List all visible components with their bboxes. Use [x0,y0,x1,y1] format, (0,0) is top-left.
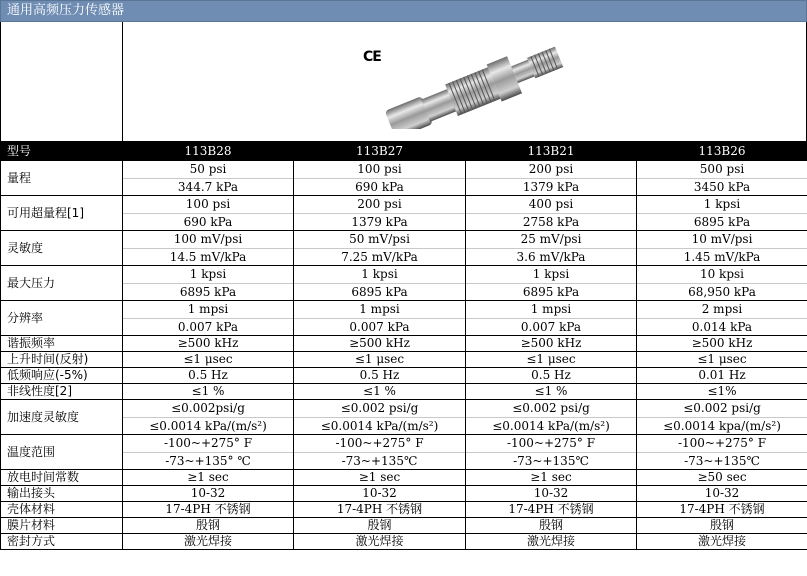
spec-cell [637,368,807,384]
spec-value: 6895 kPa [351,284,408,299]
spec-value: 1379 kPa [522,179,580,194]
spec-cell [466,161,637,196]
spec-value: 500 psi [637,161,807,179]
header-model: 113B21 [466,142,637,161]
spec-cell [466,502,637,518]
spec-value: 690 kPa [355,179,404,194]
spec-value: 25 mV/psi [466,231,636,249]
spec-cell [294,231,466,266]
spec-cell [637,352,807,368]
spec-value: 17-4PH 不锈钢 [679,502,765,516]
spec-value: ≤1 μsec [183,352,233,366]
spec-cell [294,336,466,352]
spec-value: ≤1 % [363,384,396,398]
spec-cell [294,266,466,301]
spec-value: 1 mpsi [123,301,293,319]
spec-value: 10 kpsi [637,266,807,284]
spec-value: 激光焊接 [355,534,404,548]
spec-value: 17-4PH 不锈钢 [508,502,594,516]
spec-cell [123,368,294,384]
spec-cell [637,502,807,518]
spec-value: 2 mpsi [637,301,807,319]
row-label: 壳体材料 [1,502,123,518]
spec-value: 殷钢 [195,518,220,532]
table-row [1,486,807,502]
spec-value: 100 psi [123,196,293,214]
spec-value: 68,950 kPa [688,284,756,299]
spec-value: ≥1 sec [358,470,401,484]
spec-value: 50 psi [123,161,293,179]
product-image-row [0,22,807,141]
row-label: 加速度灵敏度 [1,400,123,435]
row-label: 谐振频率 [1,336,123,352]
spec-table [0,141,807,550]
row-label: 量程 [1,161,123,196]
spec-value: ≥50 sec [697,470,747,484]
spec-value: 1 mpsi [466,301,636,319]
spec-value: -100~+275° F [294,435,465,453]
spec-cell [294,400,466,435]
spec-cell [466,534,637,550]
spec-cell [637,384,807,400]
spec-cell [123,384,294,400]
spec-value: 0.007 kPa [520,319,582,334]
table-row [1,196,807,231]
spec-value: 344.7 kPa [177,179,239,194]
spec-value: -73~+135° ℃ [165,453,251,468]
row-label: 低频响应(-5%) [1,368,123,384]
spec-cell [466,336,637,352]
pressure-sensor-image [373,34,573,129]
spec-cell [294,384,466,400]
spec-cell [637,470,807,486]
spec-value: -73~+135℃ [684,453,760,468]
spec-cell [294,534,466,550]
table-row [1,336,807,352]
table-row [1,266,807,301]
header-model: 113B27 [294,142,466,161]
spec-value: ≤1% [707,384,737,398]
spec-cell [637,518,807,534]
spec-value: 7.25 mV/kPa [341,249,418,264]
table-row [1,301,807,336]
spec-cell [294,161,466,196]
spec-value: ≤1 % [534,384,568,398]
row-label: 放电时间常数 [1,470,123,486]
table-row [1,368,807,384]
table-row [1,470,807,486]
row-label: 非线性度[2] [1,384,123,400]
spec-value: 6895 kPa [693,214,751,229]
spec-value: ≤0.002 psi/g [637,400,807,418]
row-label: 膜片材料 [1,518,123,534]
spec-value: 0.5 Hz [531,368,571,382]
spec-value: ≥500 kHz [520,336,582,350]
spec-value: 200 psi [466,161,636,179]
spec-value: ≤0.002 psi/g [294,400,465,418]
spec-value: 10-32 [533,486,569,500]
spec-value: 100 psi [294,161,465,179]
spec-value: -73~+135℃ [341,453,418,468]
row-label: 分辨率 [1,301,123,336]
spec-cell [123,196,294,231]
row-label: 灵敏度 [1,231,123,266]
spec-value: ≤0.0014 kPa/(m/s²) [320,418,439,433]
spec-cell [123,161,294,196]
spec-cell [466,486,637,502]
spec-value: 14.5 mV/kPa [169,249,247,264]
spec-cell [466,266,637,301]
spec-value: ≤1 μsec [697,352,747,366]
spec-value: 6895 kPa [522,284,580,299]
header-label: 型号 [1,142,123,161]
table-row [1,502,807,518]
header-model: 113B26 [637,142,807,161]
spec-value: ≤0.0014 kPa/(m/s²) [149,418,267,433]
spec-cell [466,352,637,368]
spec-cell [466,196,637,231]
spec-cell [294,352,466,368]
spec-cell [123,502,294,518]
spec-cell [637,435,807,470]
row-label: 最大压力 [1,266,123,301]
row-label: 温度范围 [1,435,123,470]
ce-mark: CE [363,49,381,65]
spec-value: 殷钢 [538,518,563,532]
spec-value: ≥500 kHz [691,336,753,350]
spec-value: 殷钢 [367,518,392,532]
spec-cell [294,435,466,470]
spec-cell [637,196,807,231]
header-model: 113B28 [123,142,294,161]
spec-value: ≤0.0014 kpa/(m/s²) [663,418,781,433]
spec-value: ≤1 μsec [526,352,576,366]
table-row [1,518,807,534]
spec-value: 200 psi [294,196,465,214]
spec-value: 1 kpsi [294,266,465,284]
spec-value: 6895 kPa [179,284,237,299]
row-label: 上升时间(反射) [1,352,123,368]
spec-value: 0.007 kPa [177,319,239,334]
spec-value: ≤0.002psi/g [123,400,293,418]
spec-value: -100~+275° F [466,435,636,453]
spec-cell [123,400,294,435]
spec-cell [466,470,637,486]
spec-value: 殷钢 [709,518,734,532]
spec-cell [637,301,807,336]
spec-cell [466,368,637,384]
spec-cell [294,196,466,231]
spec-value: -100~+275° F [637,435,807,453]
spec-value: ≤1 % [191,384,225,398]
spec-value: 0.5 Hz [188,368,228,382]
spec-cell [637,336,807,352]
spec-value: 1379 kPa [351,214,408,229]
spec-value: ≥500 kHz [177,336,239,350]
spec-value: 1 kpsi [637,196,807,214]
row-label: 密封方式 [1,534,123,550]
spec-value: 激光焊接 [697,534,746,548]
row-label: 可用超量程[1] [1,196,123,231]
spec-value: 10-32 [704,486,740,500]
table-row [1,400,807,435]
spec-cell [123,518,294,534]
spec-cell [294,368,466,384]
spec-value: 1 kpsi [123,266,293,284]
spec-value: 10-32 [362,486,397,500]
spec-value: 100 mV/psi [123,231,293,249]
spec-value: 400 psi [466,196,636,214]
page-title: 通用高频压力传感器 [0,0,807,22]
spec-cell [637,534,807,550]
spec-value: ≤0.0014 kPa/(m/s²) [492,418,610,433]
table-row [1,384,807,400]
spec-value: 激光焊接 [526,534,575,548]
image-row-photo-cell [123,22,806,141]
spec-cell [637,266,807,301]
spec-value: 1 kpsi [466,266,636,284]
image-row-label-cell [1,22,123,141]
spec-cell [466,231,637,266]
spec-value: 激光焊接 [183,534,232,548]
spec-value: 1.45 mV/kPa [683,249,761,264]
spec-value: 3.6 mV/kPa [516,249,586,264]
spec-value: -100~+275° F [123,435,293,453]
table-header-row [1,142,807,161]
spec-cell [466,518,637,534]
spec-cell [123,301,294,336]
spec-cell [466,301,637,336]
spec-cell [637,400,807,435]
spec-value: 690 kPa [183,214,233,229]
spec-cell [294,301,466,336]
spec-value: ≤0.002 psi/g [466,400,636,418]
spec-cell [637,231,807,266]
spec-cell [294,470,466,486]
spec-cell [466,400,637,435]
spec-value: ≤1 μsec [354,352,405,366]
spec-value: 17-4PH 不锈钢 [336,502,423,516]
spec-cell [637,486,807,502]
row-label: 输出接头 [1,486,123,502]
spec-cell [123,231,294,266]
spec-value: 0.014 kPa [691,319,753,334]
spec-value: 0.01 Hz [698,368,746,382]
spec-cell [294,502,466,518]
table-row [1,534,807,550]
spec-value: ≥500 kHz [349,336,410,350]
spec-cell [294,518,466,534]
spec-value: 1 mpsi [294,301,465,319]
spec-value: 10-32 [190,486,226,500]
spec-cell [466,435,637,470]
table-row [1,352,807,368]
spec-value: 50 mV/psi [294,231,465,249]
spec-value: 2758 kPa [522,214,580,229]
spec-cell [123,435,294,470]
spec-cell [466,384,637,400]
spec-value: 3450 kPa [693,179,751,194]
spec-value: ≥1 sec [530,470,572,484]
spec-value: ≥1 sec [187,470,229,484]
spec-cell [123,470,294,486]
table-row [1,231,807,266]
spec-value: 10 mV/psi [637,231,807,249]
spec-cell [637,161,807,196]
spec-cell [123,486,294,502]
spec-value: 17-4PH 不锈钢 [165,502,251,516]
spec-cell [123,266,294,301]
spec-cell [294,486,466,502]
table-row [1,161,807,196]
spec-value: -73~+135℃ [513,453,589,468]
spec-value: 0.5 Hz [359,368,400,382]
spec-cell [123,336,294,352]
spec-value: 0.007 kPa [349,319,410,334]
spec-cell [123,534,294,550]
spec-cell [123,352,294,368]
table-row [1,435,807,470]
